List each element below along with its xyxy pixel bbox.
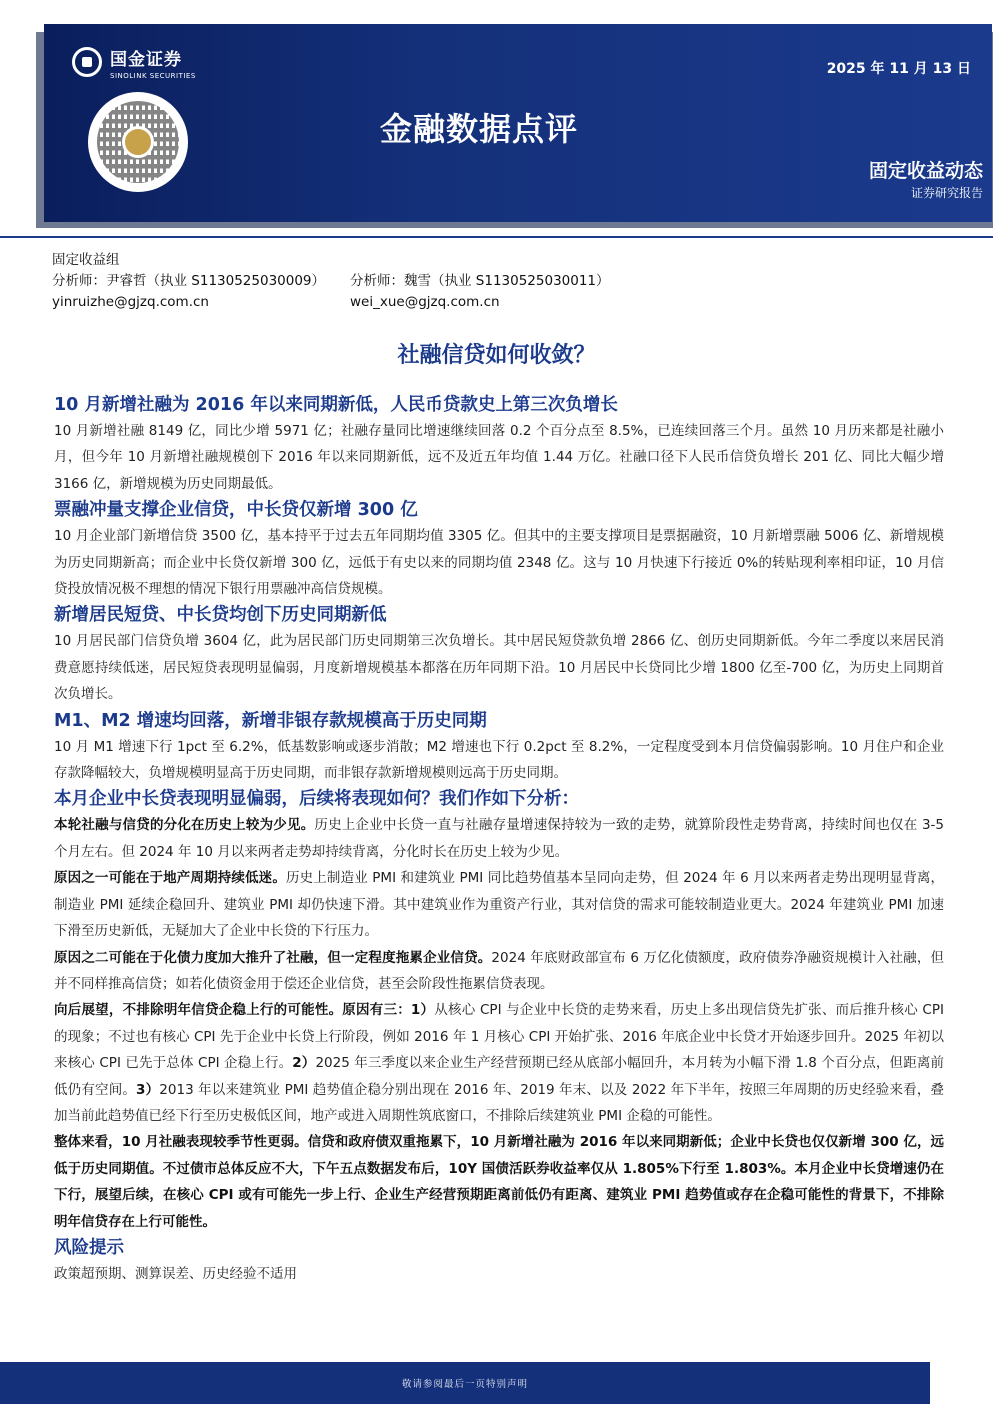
logo-name-cn: 国金证券 — [110, 49, 182, 70]
analyst-1-email[interactable]: yinruizhe@gjzq.com.cn — [52, 294, 209, 310]
analysis-p4-text2: 2025 年三季度以来企业生产经营预期已经从底部小幅回升，本月转为小幅下滑 1.8 个百分点，但距离前低仍有空间。 — [54, 1055, 944, 1098]
page-footer — [0, 1362, 930, 1404]
section-text-household-loans: 10 月居民部门信贷负增 3604 亿，此为居民部门历史同期第三次负增长。其中居民短贷款负增 2866 亿、创历史同期新低。今年二季度以来居民消费意愿持续低迷，居民短贷表现明显偏弱，月度新增规模基本都落在历年同期下沿。10 月居民中长贷同比少增 1800 亿至-700 亿，为历史上同期首次负增长。 — [54, 633, 944, 703]
section-text-social-financing: 10 月新增社融 8149 亿，同比少增 5971 亿；社融存量同比增速继续回落 0.2 个百分点至 8.5%，已连续回落三个月。虽然 10 月历来都是社融小月，但今年 10 月新增社融规模创下 2016 年以来同期新低，远不及近五年均值 1.44 万亿。社融口径下人民币信贷负增长 201 亿、同比大幅少增 3166 亿，新增规模为历史同期最低。 — [54, 423, 944, 492]
analyst-2: 分析师：魏雪（执业 S1130525030011） — [350, 273, 610, 289]
analysis-p3-text: 2024 年底财政部宣布 6 万亿化债额度，政府债券净融资规模计入社融，但并不同样推高信贷；如若化债资金用于偿还企业信贷，甚至会阶段性拖累信贷表现。 — [54, 949, 944, 992]
header-divider — [0, 236, 993, 238]
section-heading-risk: 风险提示 — [54, 1237, 124, 1258]
analyst-info — [52, 250, 610, 313]
analysis-paragraph-2 — [54, 865, 944, 944]
report-category: 固定收益动态 — [868, 160, 983, 182]
analysis-p1-lead: 本轮社融与信贷的分化在历史上较为少见。 — [54, 817, 315, 834]
section-heading-social-financing: 10 月新增社融为 2016 年以来同期新低，人民币贷款史上第三次负增长 — [54, 395, 618, 415]
analysis-paragraph-4 — [54, 997, 944, 1129]
section-heading-analysis: 本月企业中长贷表现明显偏弱，后续将表现如何？我们作如下分析： — [54, 789, 579, 810]
section-heading-corporate-credit: 票融冲量支撑企业信贷，中长贷仅新增 300 亿 — [54, 500, 418, 521]
qr-code — [88, 92, 188, 192]
report-series-title: 金融数据点评 — [380, 110, 579, 148]
section-text-money-supply: 10 月 M1 增速下行 1pct 至 6.2%，低基数影响或逐步消散；M2 增速也下行 0.2pct 至 8.2%，一定程度受到本月信贷偏弱影响。10 月住户和企业存款降幅较大，负增规模明显高于历史同期，而非银存款新增规模则远高于历史同期。 — [54, 738, 944, 782]
analysis-p4-text1: 从核心 CPI 与企业中长贷的走势来看，历史上多出现信贷先扩张、而后推升核心 CPI 的现象；不过也有核心 CPI 先于企业中长贷上行阶段，例如 2016 年 1 月核心 CPI 开始扩张、2016 年底企业中长贷才开始逐步回升。2025 年初以来核心 CPI 已先于总体 CPI 企稳上行。 — [54, 1002, 944, 1072]
report-date: 2025 年 11 月 13 日 — [826, 61, 971, 77]
report-title: 社融信贷如何收敛？ — [397, 343, 596, 368]
logo-mark-icon — [72, 47, 102, 77]
footer-disclaimer: 敬请参阅最后一页特别声明 — [401, 1379, 528, 1390]
risk-text: 政策超预期、测算误差、历史经验不适用 — [54, 1265, 297, 1282]
analysis-p3-lead: 原因之二可能在于化债力度加大推升了社融，但一定程度拖累企业信贷。 — [54, 949, 492, 966]
footer-tab — [932, 1362, 993, 1404]
analysis-p2-lead: 原因之一可能在于地产周期持续低迷。 — [54, 870, 286, 887]
analysis-p2-text: 历史上制造业 PMI 和建筑业 PMI 同比趋势值基本呈同向走势，但 2024 年 6 月以来两者走势出现明显背离，制造业 PMI 延续企稳回升、建筑业 PMI 却仍快速下滑。其中建筑业作为重资产行业，其对信贷的需求可能较制造业更大。2024 年建筑业 PMI 加速下滑至历史新低，无疑加大了企业中长贷的下行压力。 — [54, 870, 944, 940]
analysis-p4-text3: 2013 年以来建筑业 PMI 趋势值企稳分别出现在 2016 年、2019 年末、以及 2022 年下半年，按照三年周期的历史经验来看，叠加当前此趋势值已经下行至历史极低区间，地产或进入周期性筑底窗口，不排除后续建筑业 PMI 企稳的可能性。 — [54, 1081, 944, 1124]
analysis-p1-text: 历史上企业中长贷一直与社融存量增速保持较为一致的走势，就算阶段性走势背离，持续时间也仅在 3-5 个月左右。但 2024 年 10 月以来两者走势却持续背离，分化时长在历史上较为少见。 — [54, 817, 944, 860]
conclusion-text: 整体来看，10 月社融表现较季节性更弱。信贷和政府债双重拖累下，10 月新增社融为 2016 年以来同期新低；企业中长贷也仅仅新增 300 亿，远低于历史同期值。不过债市总体反应不大，下午五点数据发布后，10Y 国债活跃券收益率仅从 1.805%下行至 1.803%。本月企业中长贷增速仍在下行，展望后续，在核心 CPI 或有可能先一步上行、企业生产经营预期距离前低仍有距离、建筑业 PMI 趋势值或存在企稳可能性的背景下，不排除明年信贷存在上行可能性。 — [54, 1134, 944, 1230]
report-type: 证券研究报告 — [910, 186, 983, 200]
logo-name-en: SINOLINK SECURITIES — [110, 71, 196, 80]
analyst-1: 分析师：尹睿哲（执业 S1130525030009） — [52, 273, 326, 289]
section-heading-money-supply: M1、M2 增速均回落，新增非银存款规模高于历史同期 — [54, 710, 487, 731]
analysis-paragraph-1 — [54, 812, 944, 865]
company-logo — [72, 42, 222, 82]
conclusion-paragraph — [54, 1129, 944, 1235]
analyst-group: 固定收益组 — [52, 252, 120, 268]
section-text-corporate-credit: 10 月企业部门新增信贷 3500 亿，基本持平于过去五年同期均值 3305 亿。但其中的主要支撑项目是票据融资，10 月新增票融 5006 亿、新增规模为历史同期新高；而企业中长贷仅新增 300 亿，远低于有史以来的同期均值 2348 亿。这与 10 月快速下行接近 0%的转贴现利率相印证，10 月信贷投放情况极不理想的情况下银行用票融冲高信贷规模。 — [54, 528, 944, 598]
qr-center-logo-icon — [122, 126, 154, 158]
analysis-p4-num2: 2） — [292, 1055, 316, 1072]
analysis-p4-lead: 向后展望，不排除明年信贷企稳上行的可能性。原因有三：1） — [54, 1002, 435, 1019]
section-heading-household-loans: 新增居民短贷、中长贷均创下历史同期新低 — [54, 605, 387, 626]
analysis-p4-num3: 3） — [136, 1081, 160, 1098]
report-body — [54, 392, 944, 1287]
analysis-paragraph-3 — [54, 945, 944, 998]
analyst-2-email[interactable]: wei_xue@gjzq.com.cn — [350, 294, 500, 310]
